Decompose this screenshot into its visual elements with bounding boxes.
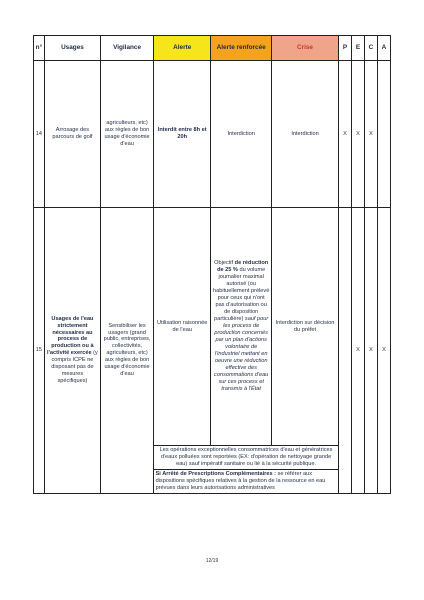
row14-crise: Interdiction	[271, 61, 338, 208]
row15-note2-rest: se référer aux dispositions spécifiques relatives à la gestion de la ressource en eau prévues dans leurs autorisations administratives	[155, 470, 326, 491]
header-alerte: Alerte	[154, 36, 211, 61]
row15-usage-rest: (y compris ICPE ne disposant pas de mesures spécifiques)	[51, 350, 98, 385]
row14-e: X	[352, 61, 365, 208]
row14-c: X	[364, 61, 377, 208]
header-p: P	[339, 36, 352, 61]
row15-crise: Interdiction sur décision du préfet	[271, 208, 338, 446]
header-c: C	[364, 36, 377, 61]
table-row-14	[34, 61, 391, 208]
row15-renforcee-bold: de réduction de 25 %	[217, 260, 269, 274]
row15-num: 15	[34, 208, 45, 494]
row15-a: X	[377, 208, 390, 494]
header-crise: Crise	[271, 36, 338, 61]
row14-p: X	[339, 61, 352, 208]
row15-c: X	[364, 208, 377, 494]
row15-renforcee	[211, 208, 272, 446]
row14-num: 14	[34, 61, 45, 208]
row15-note2	[154, 469, 339, 493]
row14-usage: Arrosage des parcours de golf	[44, 61, 100, 208]
header-row	[34, 36, 391, 61]
row15-note1: Les opérations exceptionnelles consommatrices d'eau et génératrices d'eaux polluées sont reportées (EX: d'opération de nettoyage grande eau) sauf impératif sanitaire ou lié à la sécurité publique.	[154, 446, 339, 470]
row15-renforcee-italic: sauf pour les process de production concernés par un plan d'actions volontaire de l'industriel mettant en oeuvre une réduction effective des consommations d'eau sur ces process et transmis à l'État	[214, 316, 269, 392]
row15-e: X	[352, 208, 365, 494]
row14-alerte: Interdit entre 8h et 20h	[154, 61, 211, 208]
row14-renforcee: Interdiction	[211, 61, 272, 208]
row15-usage-bold: Usages de l'eau strictement nécessaires au process de production ou à l'activité exercée	[47, 315, 94, 357]
row15-renforcee-1: Objectif	[214, 260, 235, 267]
row15-vigilance: Sensibiliser les usagers (grand public, entreprises, collectivités, agriculteurs, etc) aux règles de bon usage d'économie d'eau	[101, 208, 154, 494]
row14-a	[377, 61, 390, 208]
header-num: n°	[34, 36, 45, 61]
restrictions-table	[33, 35, 391, 494]
header-usages: Usages	[44, 36, 100, 61]
page-number: 12/19	[205, 558, 219, 564]
row15-renforcee-2: du volume journalier maximal autorisé (ou habituellement prélevé pour ceux qui n'ont pas d'autorisation ou de disposition particulière)	[213, 267, 270, 323]
header-a: A	[377, 36, 390, 61]
header-e: E	[352, 36, 365, 61]
row15-alerte: Utilisation raisonnée de l'eau	[154, 208, 211, 446]
table-row-15	[34, 208, 391, 446]
row14-vigilance: agriculteurs, etc) aux règles de bon usage d'économie d'eau	[101, 61, 154, 208]
header-alerte-renforcee: Alerte renforcée	[211, 36, 272, 61]
row15-usage	[44, 208, 100, 494]
row15-p	[339, 208, 352, 494]
header-vigilance: Vigilance	[101, 36, 154, 61]
row15-note2-bold: Si Arrêté de Prescriptions Complémentaires :	[155, 470, 276, 477]
